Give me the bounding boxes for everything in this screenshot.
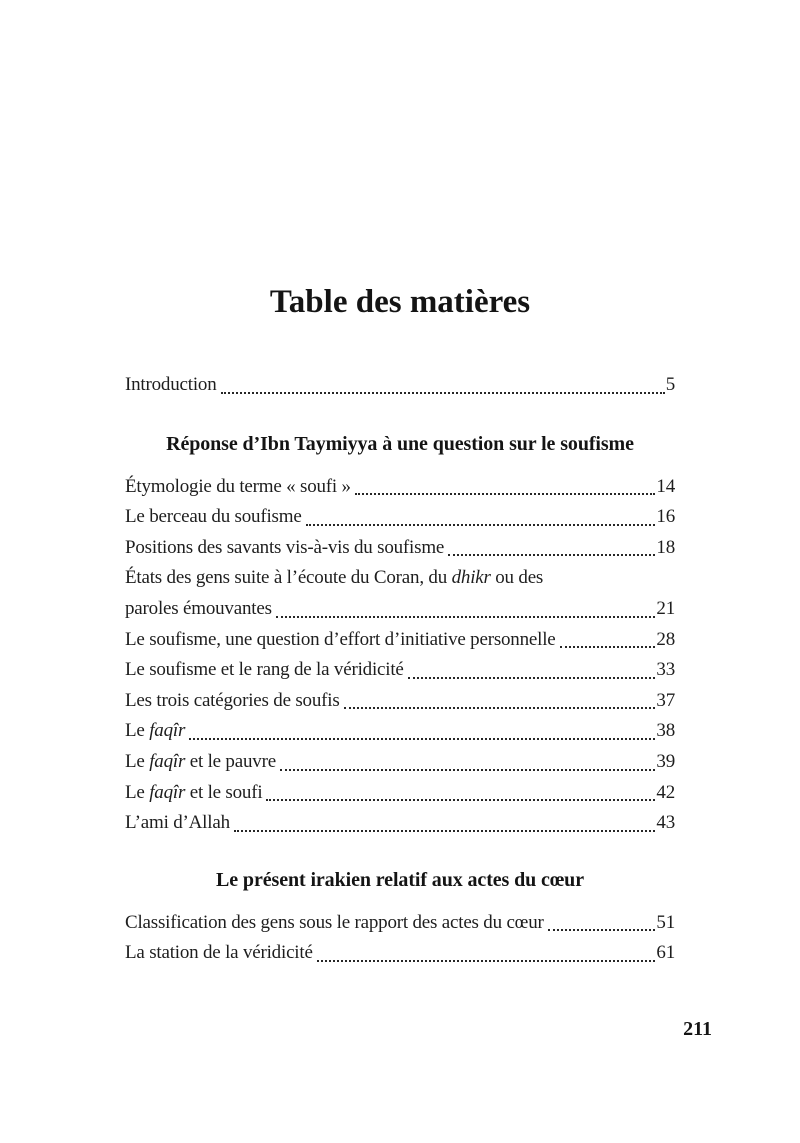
toc-entry-text-part: Étymologie du terme « soufi » [125, 475, 351, 497]
toc-entry-text [125, 747, 276, 778]
toc-entry-text-part: La station de la véridicité [125, 942, 313, 964]
dot-leader [306, 502, 656, 533]
toc-entry-row [125, 655, 675, 686]
toc-entry-row [125, 686, 675, 717]
dot-leader [189, 716, 655, 747]
dot-leader [560, 625, 656, 656]
toc-entry-text-part: Les trois catégories de soufis [125, 689, 340, 711]
dot-leader [408, 655, 656, 686]
toc-page-number: 28 [656, 628, 675, 650]
toc-entry-row [125, 370, 675, 401]
toc-entry-text-part: Introduction [125, 374, 217, 395]
toc-entry-text [125, 594, 272, 625]
toc-entry-text [125, 563, 543, 594]
toc-page-number: 51 [656, 911, 675, 933]
toc-entry-text-part: Classification des gens sous le rapport des actes du cœur [125, 911, 544, 933]
dot-leader [355, 472, 656, 503]
toc-page-number: 14 [656, 475, 675, 497]
toc-entry-row [125, 908, 675, 939]
toc-entry-text [125, 370, 217, 401]
toc-entry-text [125, 472, 351, 503]
toc-page-number: 43 [656, 812, 675, 834]
dot-leader [266, 778, 655, 809]
toc-page-number: 39 [656, 750, 675, 772]
toc-page-number: 37 [656, 689, 675, 711]
toc-entry-text-part: Le [125, 781, 150, 803]
toc-entry-text-part: Positions des savants vis-à-vis du soufisme [125, 536, 445, 558]
toc-entry-text-part: Le berceau du soufisme [125, 506, 302, 528]
toc-entry-row [125, 716, 675, 747]
page-title: Table des matières [269, 284, 531, 320]
dot-leader [276, 594, 656, 625]
toc-entry-text-part: paroles émouvantes [125, 597, 272, 619]
toc-entry-text-part: et le pauvre [185, 750, 276, 772]
toc-entry-row [125, 808, 675, 839]
toc-page-number: 61 [656, 942, 675, 964]
toc-entry-text-part: Le soufisme et le rang de la véridicité [125, 659, 404, 681]
toc-entry-text [125, 502, 302, 533]
toc-entry-row [125, 747, 675, 778]
dot-leader [221, 370, 665, 401]
toc-entry-text [125, 908, 544, 939]
toc-page-number: 42 [656, 781, 675, 803]
toc-entry-text [125, 625, 556, 656]
dot-leader [448, 533, 655, 564]
italic-term: faqîr [149, 781, 186, 803]
toc-entry-text-part: L’ami d’Allah [125, 812, 230, 834]
toc-entry-row [125, 778, 675, 809]
page-folio: 211 [683, 1018, 712, 1040]
toc-entry-text [125, 778, 262, 809]
dot-leader [344, 686, 656, 717]
toc-entry-row [125, 533, 675, 564]
toc-entry-text [125, 533, 444, 564]
dot-leader [280, 747, 655, 778]
section-heading: Réponse d’Ibn Taymiyya à une question sur le soufisme [166, 432, 634, 455]
dot-leader [317, 938, 656, 969]
toc-entry-text [125, 655, 404, 686]
toc-entry-row [125, 472, 675, 503]
toc-entry-row [125, 625, 675, 656]
toc-entry-text-part: États des gens suite à l’écoute du Coran, du [125, 567, 452, 589]
toc-entry-row [125, 938, 675, 969]
italic-term: faqîr [149, 750, 186, 772]
toc-page-number: 16 [656, 506, 675, 528]
toc-page-number: 5 [665, 374, 675, 395]
toc-page-number: 21 [656, 597, 675, 619]
toc-page-number: 33 [656, 659, 675, 681]
italic-term: dhikr [451, 567, 491, 589]
toc-page-number: 18 [656, 536, 675, 558]
toc-entry-row [125, 594, 675, 625]
toc-entry-text [125, 686, 340, 717]
toc-content [125, 0, 675, 969]
section-heading: Le présent irakien relatif aux actes du cœur [216, 868, 584, 891]
toc-entry-text-part: ou des [490, 567, 544, 589]
toc-entry-text-part: Le soufisme, une question d’effort d’initiative personnelle [125, 628, 556, 650]
toc-entry-text [125, 716, 185, 747]
toc-entry-text-part: et le soufi [185, 781, 263, 803]
toc-entry-text-part: Le [125, 720, 150, 742]
toc-entry-text [125, 938, 313, 969]
toc-entry-row [125, 502, 675, 533]
toc-entry-row [125, 563, 675, 594]
toc-entry-text [125, 808, 230, 839]
toc-entry-text-part: Le [125, 750, 150, 772]
dot-leader [548, 908, 656, 939]
italic-term: faqîr [149, 720, 186, 742]
toc-page-number: 38 [656, 720, 675, 742]
dot-leader [234, 808, 656, 839]
